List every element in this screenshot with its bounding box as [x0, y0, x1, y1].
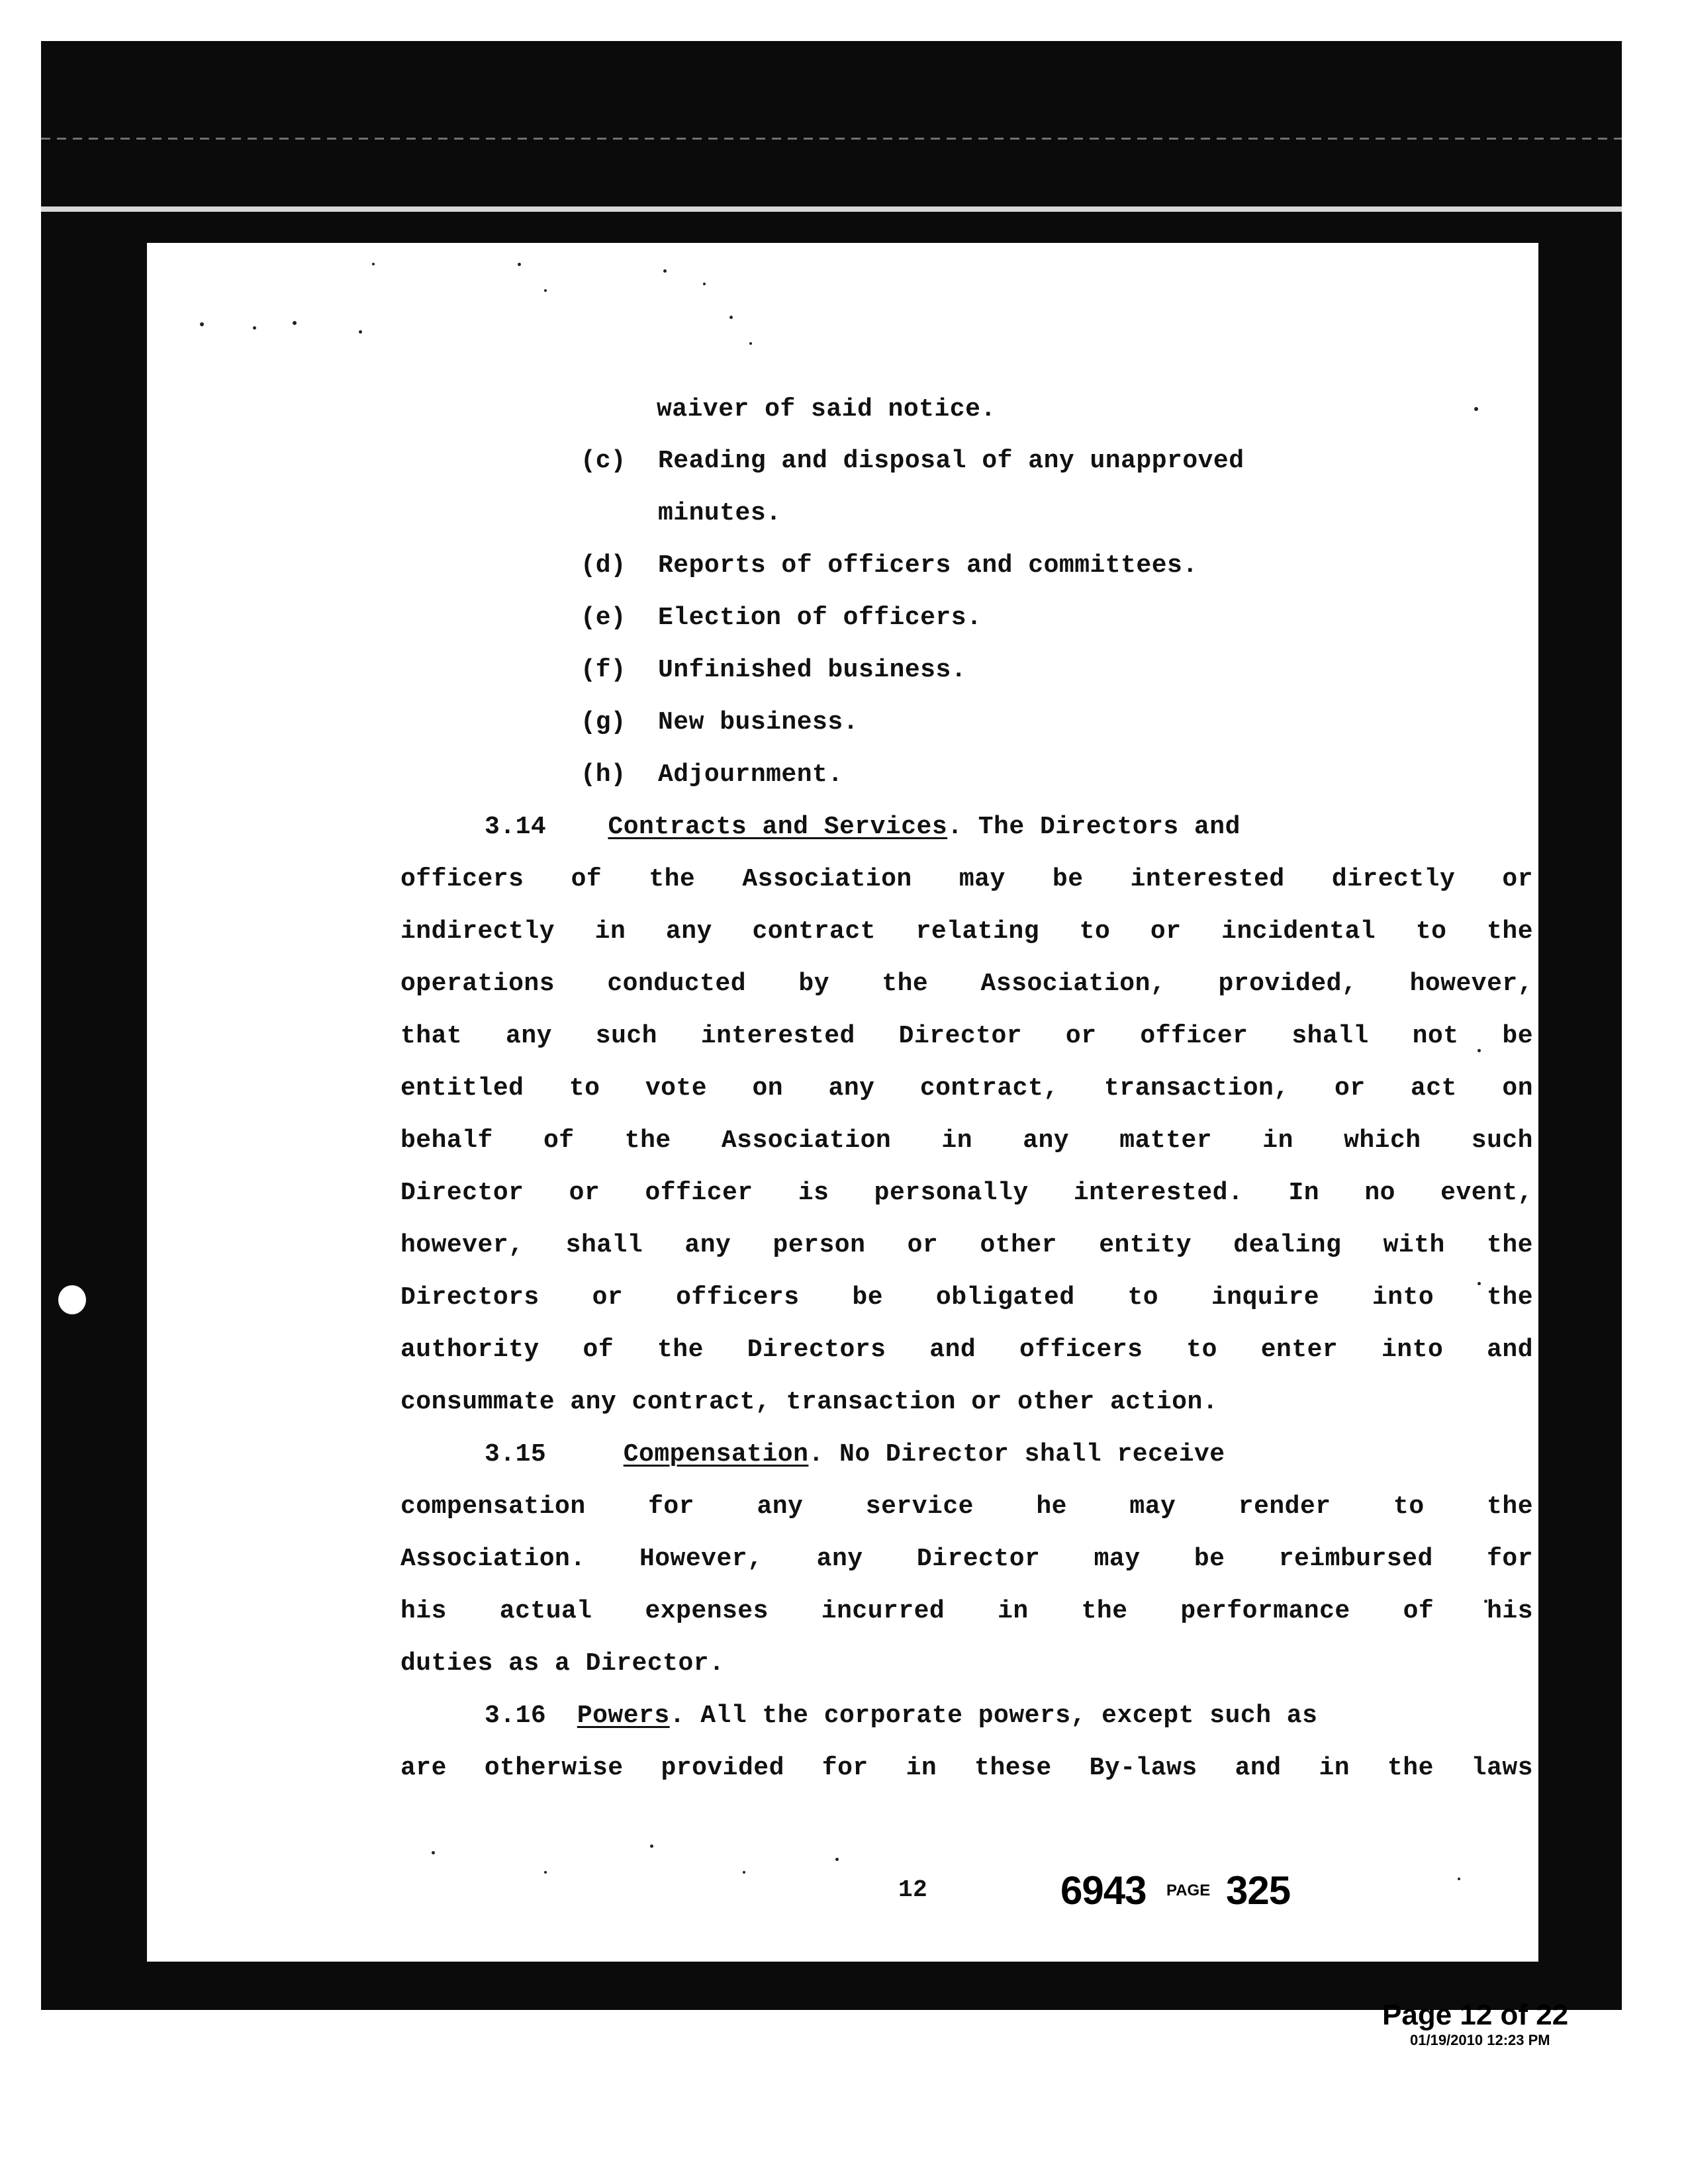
- scan-speck: [729, 316, 733, 319]
- list-marker-c: (c): [581, 447, 626, 475]
- scan-speck: [1458, 1878, 1460, 1880]
- paragraph-line: are otherwise provided for in these By-laws and in the laws: [400, 1754, 1533, 1782]
- scan-speck: [743, 1871, 745, 1874]
- paragraph-line: Director or officer is personally interested. In no event,: [400, 1179, 1533, 1207]
- scan-speck: [544, 289, 547, 292]
- scan-speck: [432, 1851, 435, 1854]
- scan-speck: [544, 1871, 547, 1874]
- list-item-e: Election of officers.: [658, 604, 982, 632]
- scan-speck: [749, 342, 752, 345]
- scan-speck: [518, 263, 521, 266]
- section-first-tail: . No Director shall receive: [808, 1440, 1225, 1469]
- document-page: [147, 243, 1538, 1962]
- paragraph-last-line: duties as a Director.: [400, 1649, 725, 1678]
- scan-blob: [58, 1285, 86, 1314]
- list-item-f: Unfinished business.: [658, 656, 967, 684]
- section-heading: Contracts and Services: [608, 813, 948, 841]
- list-marker-d: (d): [581, 551, 626, 580]
- paragraph-line: Association. However, any Director may be reimbursed for: [400, 1545, 1533, 1573]
- paragraph-line: behalf of the Association in any matter in which such: [400, 1126, 1533, 1155]
- page-counter-stamp: Page 12 of 22: [1382, 1999, 1569, 2031]
- section-heading: Powers: [577, 1702, 670, 1730]
- list-continuation: waiver of said notice.: [657, 395, 996, 424]
- paragraph-line: compensation for any service he may render to the: [400, 1492, 1533, 1521]
- list-marker-f: (f): [581, 656, 626, 684]
- scan-artifact-edge: [41, 206, 1622, 212]
- scan-speck: [372, 263, 375, 265]
- section-3-16-first-line: [485, 1702, 1533, 1730]
- section-first-tail: . All the corporate powers, except such as: [669, 1702, 1318, 1730]
- paragraph-line: indirectly in any contract relating to or incidental to the: [400, 917, 1533, 946]
- paragraph-line: however, shall any person or other entity dealing with the: [400, 1231, 1533, 1259]
- section-number: 3.14: [485, 813, 547, 841]
- section-heading: Compensation: [623, 1440, 809, 1469]
- paragraph-line: his actual expenses incurred in the performance of his: [400, 1597, 1533, 1625]
- list-item-g: New business.: [658, 708, 859, 737]
- scan-speck: [835, 1858, 839, 1861]
- list-marker-e: (e): [581, 604, 626, 632]
- list-item-h: Adjournment.: [658, 760, 843, 789]
- section-number: 3.15: [485, 1440, 547, 1469]
- list-marker-g: (g): [581, 708, 626, 737]
- scan-speck: [663, 269, 667, 273]
- paragraph-last-line: consummate any contract, transaction or other action.: [400, 1388, 1219, 1416]
- scan-speck: [253, 326, 256, 330]
- footer-page-number: 12: [898, 1876, 928, 1903]
- paragraph-line: that any such interested Director or officer shall not be: [400, 1022, 1533, 1050]
- scan-speck: [1474, 407, 1478, 411]
- section-number: 3.16: [485, 1702, 547, 1730]
- paragraph-line: entitled to vote on any contract, transaction, or act on: [400, 1074, 1533, 1103]
- timestamp-stamp: 01/19/2010 12:23 PM: [1410, 2032, 1550, 2048]
- paragraph-line: operations conducted by the Association, provided, however,: [400, 970, 1533, 998]
- section-3-14-first-line: [485, 813, 1533, 841]
- page-label: PAGE: [1166, 1882, 1211, 1899]
- scan-speck: [650, 1844, 653, 1848]
- section-first-tail: . The Directors and: [947, 813, 1241, 841]
- book-number: 6943: [1060, 1868, 1147, 1913]
- scan-artifact-line: [41, 138, 1622, 140]
- scan-speck: [200, 322, 204, 326]
- scan-speck: [703, 283, 706, 285]
- recorded-page-number: 325: [1226, 1868, 1291, 1913]
- list-item-c: Reading and disposal of any unapproved: [658, 447, 1244, 475]
- scan-speck: [359, 330, 362, 334]
- list-marker-h: (h): [581, 760, 626, 789]
- list-item-c-cont: minutes.: [658, 499, 782, 527]
- paragraph-line: authority of the Directors and officers to enter into and: [400, 1336, 1533, 1364]
- paragraph-line: Directors or officers be obligated to inquire into the: [400, 1283, 1533, 1312]
- list-item-d: Reports of officers and committees.: [658, 551, 1198, 580]
- paragraph-line: officers of the Association may be interested directly or: [400, 865, 1533, 893]
- scan-speck: [293, 321, 297, 325]
- section-3-15-first-line: [485, 1440, 1533, 1469]
